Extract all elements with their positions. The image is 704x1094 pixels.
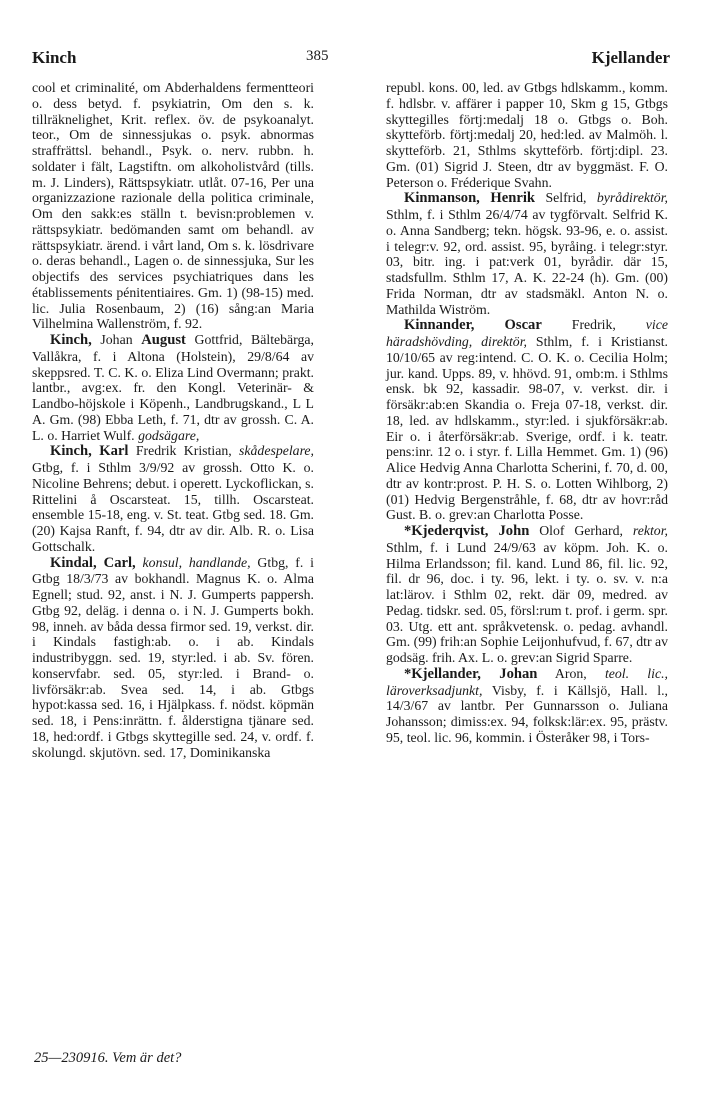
running-head-left: Kinch xyxy=(32,48,77,67)
print-footer: 25—230916. Vem är det? xyxy=(34,1050,182,1066)
entry-headword: Kinmanson, Henrik xyxy=(404,190,536,207)
continued-entry: republ. kons. 00, led. av Gtbgs hdlskamm., komm. f. hdlsbr. v. affärer i papper 10, Skm g 15, Gtbgs skyttegilles förtj:medalj 18 o. Gtbgs o. Boh. skytteförb. förtj:medalj 20, hed:led. av Malmöh. l. skytteförb. 21, Sthlms skytteförb. förtj:dipl. 23. Gm. (01) Sigrid J. Steen, dtr av byggmäst. F. O. Peterson o. Fréderique Svahn. xyxy=(386,80,668,190)
entry-headword: Kinch, xyxy=(50,332,92,348)
entry-kindal-carl: Kindal, Carl, konsul, handlande, Gtbg, f. i Gtbg 18/3/73 av bokhandl. Magnus K. o. Alma Egnell; stud. 92, anst. i N. J. Gumperts pappersh. Gtbg 92, deläg. i denna o. i N. J. Gumperts bokh. 98, inneh. av båda dessa firmor sed. 19, verkst. dir. i Kindals fastigh:ab. o. i ab. Kindals industribyggn. sed. 19, styr:led. i ab. Sv. fören. konservfabr. sed. 05, styr:led. i Brand- o. livförsäkr:ab. Svea sed. 14, i ab. Gtbgs hypot:kassa sed. 16, i Hjälpkass. f. nödst. köpmän sed. 18, i Pens:inrättn. f. ålderstigna tjänare sed. 18, hed:ordf. i Gtbgs skyttegille sed. 24, v. ordf. f. skolungd. skjutövn. sed. 17, Dominikanska xyxy=(32,554,315,760)
entry-headword: Kinnander, Oscar xyxy=(404,317,542,334)
page-number: 385 xyxy=(306,48,329,64)
entry-headword: Kindal, Carl, xyxy=(50,554,136,571)
entry-kinnander-oscar: Kinnander, Oscar Fredrik, vice häradshövding, direktör, Sthlm, f. i Kristianst. 10/10/65 av reg:intend. C. O. K. o. Cecilia Holm; jur. kand. Upps. 89, v. hhövd. 91, omb:m. i Sthlms ensk. bk 92, kassadir. 98-07, v. verkst. dir. i försäkr:ab:en Skandia o. Freja 07-18, verkst. dir. 18, led. av hdlskamm., styr:led. i sjukförsäkr:ab. Eir o. i återförsäkr:ab. Sverige, ordf. i k. teatr. pens:inr. 12 o. i styr. f. Lilla Hemmet. Gm. 1) (96) Alice Hedvig Anna Charlotta Scherini, f. 70, d. 00, dtr av kontr:prost. P. H. S. o. Lotten Wihlborg, 2) (01) Hedvig Bergenstråhle, f. 68, dtr av hovr:råd Gust. B. o. grev:an Charlotta Posse. xyxy=(386,317,669,523)
left-column xyxy=(32,80,314,760)
entry-headword: *Kjederqvist, John xyxy=(404,523,530,539)
entry-kinch-johan: Kinch, Johan August Gottfrid, Bältebärga, Vallåkra, f. i Altona (Holstein), 29/8/64 av skeppsred. T. C. K. o. Eliza Lind Overmann; prakt. lantbr., avg:ex. fr. den Kongl. Veterinär- & Landbo-höjskole i Köpenh., Landbrugskand., L L A. Gm. (98) Ebba Leth, f. 71, dtr av grossh. C. A. L. o. Harriet Wulf. godsägare, xyxy=(32,332,314,443)
entry-headword: Kinch, Karl xyxy=(50,443,129,460)
entry-kinch-karl: Kinch, Karl Fredrik Kristian, skådespelare, Gtbg, f. i Sthlm 3/9/92 av grossh. Otto K. o. Nicoline Behrens; debut. i operett. Lyckoflickan, s. Rittelini å Oscarsteat. 15, tillh. Oscarsteat. ensemble 15-18, eng. v. St. teat. Gtbg sed. 18. Gm. (20) Kajsa Ranft, f. 94, dtr av dir. Alb. R. o. Lisa Gottschalk. xyxy=(32,443,314,554)
right-column xyxy=(386,80,668,746)
entry-headword: *Kjellander, Johan xyxy=(404,665,538,682)
entry-kinmanson-henrik: Kinmanson, Henrik Selfrid, byrådirektör, Sthlm, f. i Sthlm 26/4/74 av tygförvalt. Selfrid K. o. Anna Sandberg; tekn. högsk. 93-96, e. o. assist. i telegr:v. 92, ord. assist. 95, byråing. i telegr:styr. 03, bitr. ing. i pat:verk 01, byrådir. där 15, stadsfullm. Sthlm 17, A. K. 22-24 (h). Gm. (00) Frida Norman, dtr av stadsmäkl. Anton N. o. Mathilda Wiström. xyxy=(386,190,668,317)
continued-entry: cool et criminalité, om Abderhaldens fermentteori o. dess betyd. f. psykiatrin, Om den s. k. tillräknelighet, Krit. reflex. öv. de psykoanalyt. teor., Om de sinnessjukas o. psyk. abnormas straffrättsl. behandl., Psyk. o. nerv. rubbn. h. soldater i fält, Lagstiftn. om alkoholistvård (tills. m. J. Linders), Rättspsykiatr. utlåt. 07-16, Per una organizzazione razionale della politica criminale, Om den sakk:es ställn t. bevisn:problemen v. rättspsykiatr. bedömanden samt om behandl. av rättspsykiatr. ärend. i vårt land, Om s. k. lösdrivare o. deras behandl., Lagen o. de sinnessjuka, Sur les objectifs des services psychiatriques dans les établissements pénitentiaires. Gm. 1) (98-15) med. lic. Julia Rosenbaum, 2) (16) sång:an Maria Vilhelmina Wallenström, f. 92. xyxy=(32,80,314,332)
entry-kjellander-johan: *Kjellander, Johan Aron, teol. lic., läroverksadjunkt, Visby, f. i Källsjö, Hall. l., 14/3/67 av lantbr. Per Gunnarsson o. Juliana Johansson; dimiss:ex. 94, folksk:lär:ex. 95, prästv. 95, teol. lic. 96, kommin. i Österåker 98, i Tors- xyxy=(386,665,668,745)
entry-kjederqvist-john: *Kjederqvist, John Olof Gerhard, rektor, Sthlm, f. i Lund 24/9/63 av köpm. Joh. K. o. Hilma Erlandsson; fil. kand. Lund 86, fil. lic. 92, fil. dr 96, doc. i ty. 96, lekt. i ty. o. sv. v. n:a lat:lärov. i Sthlm 02, rekt. där 09, medred. av Pedag. tidskr. sed. 05, försl:rum t. prof. i germ. spr. 03. Utg. ett ant. språkvetensk. o. pedag. avhandl. Gm. (99) frih:an Sophie Leijonhufvud, f. 67, dtr av godsäg. frih. Ax. L. o. grev:an Sigrid Sparre. xyxy=(386,523,669,665)
running-head-right: Kjellander xyxy=(591,48,670,67)
